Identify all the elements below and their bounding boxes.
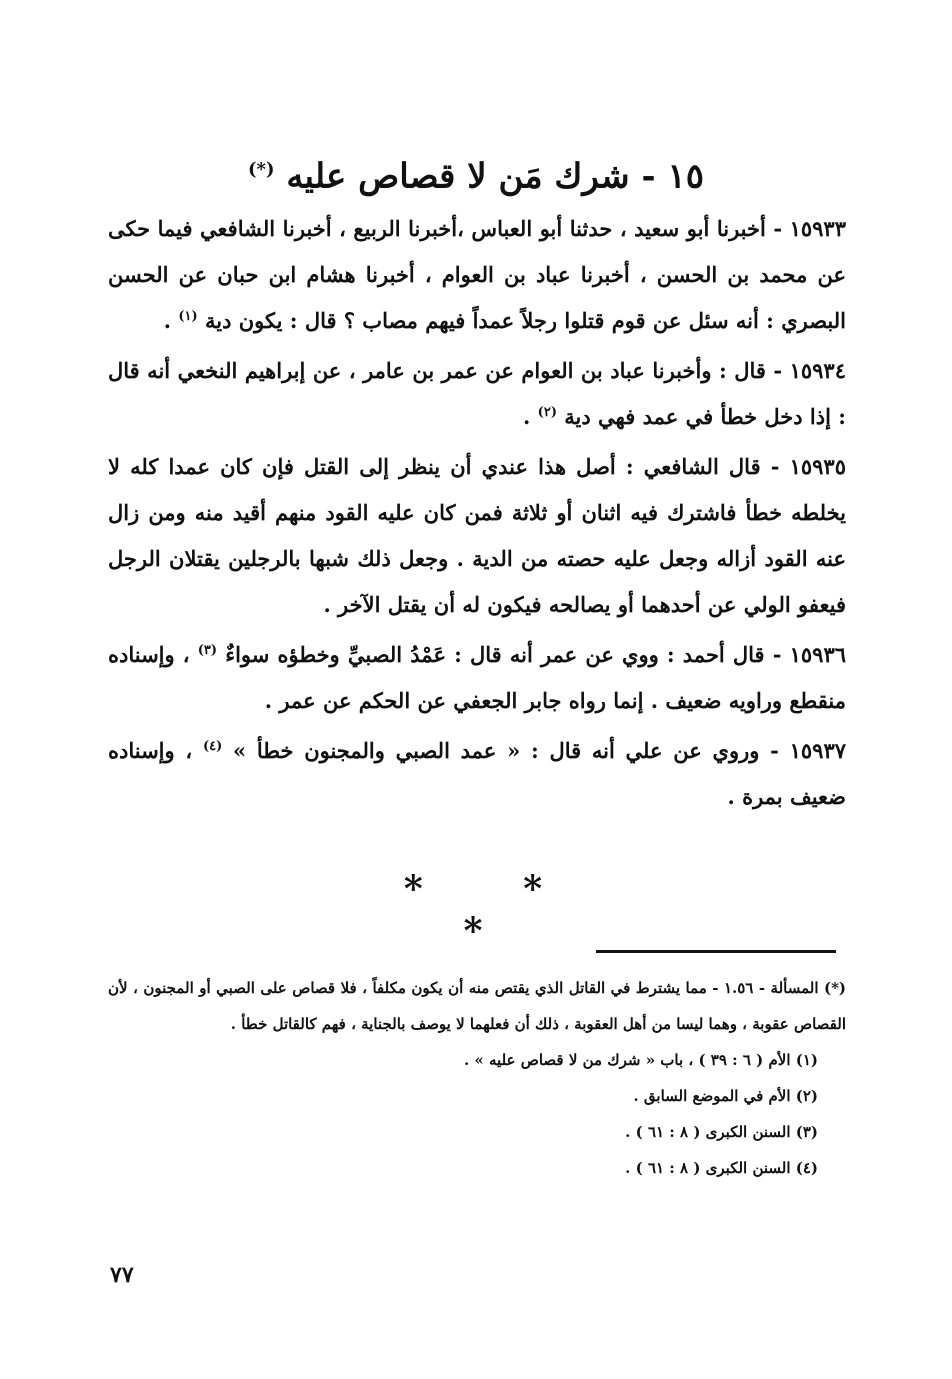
footnote-main: (*) المسألة - ١.٥٦ - مما يشترط في القاتل الذي يقتص منه أن يكون مكلفاً ، فلا قصاص على الصبي أو المجنون ، لأن القصاص عقوبة ، وهما ليسا من أهل العقوبة ، ذلك أن فعلهما لا يوصف بالجناية ، فهم كالقاتل خطأ . [108,979,847,1033]
paragraph-15933 [108,206,846,344]
chapter-title-marker: (*) [248,159,275,180]
paragraph-text: ١٥٩٣٥ - قال الشافعي : أصل هذا عندي أن ينظر إلى القتل فإن كان عمدا كله لا يخلطه خطأ فاشترك فيه اثنان أو ثلاثة فمن كان عليه القود منهم أقيد منه ومن زال عنه القود أزاله وجعل عليه حصته من الدية . وجعل ذلك شبها بالرجلين يقتلان الرجل فيعفو الولي عن أحدهما أو يصالحه فيكون له أن يقتل الآخر . [108,454,846,617]
paragraph-15934 [108,348,846,440]
footnote-3: (٣) السنن الكبرى ( ٨ : ٦١ ) . [625,1123,818,1141]
section-separator: * * * [403,868,587,952]
footnote-reference: (٤) [202,739,223,754]
paragraph-text: ١٥٩٣٣ - أخبرنا أبو سعيد ، حدثنا أبو العباس ،أخبرنا الربيع ، أخبرنا الشافعي فيما حكى عن محمد بن الحسن ، أخبرنا عباد بن العوام ، أخبرنا هشام ابن حبان عن الحسن البصري : أنه سئل عن قوم قتلوا رجلاً عمداً فيهم مصاب ؟ قال : يكون دية [108,216,846,333]
footnotes [108,970,846,1186]
paragraph-text: ١٥٩٣٤ - قال : وأخبرنا عباد بن العوام عن عمر بن عامر ، عن إبراهيم النخعي أنه قال : إذا دخل خطأ في عمد فهي دية [108,358,846,429]
paragraph-text: ١٥٩٣٧ - وروي عن علي أنه قال : « عمد الصبي والمجنون خطأ » [232,738,847,763]
footnote-reference: (٢) [537,405,557,420]
chapter-title [110,140,842,206]
paragraph-15935 [108,444,846,628]
footnote-2: (٢) الأم في الموضع السابق . [633,1087,818,1105]
paragraph-tail: . [163,308,172,333]
paragraph-tail: ، وإسناده منقطع وراويه ضعيف . إنما رواه جابر الجعفي عن الحكم عن عمر . [108,642,846,713]
footnote-reference: (١) [178,309,198,324]
page-number: ٧٧ [110,1262,134,1288]
paragraph-tail: . [523,404,531,429]
paragraph-text: ١٥٩٣٦ - قال أحمد : ووي عن عمر أنه قال : عَمْدُ الصبيِّ وخطؤه سواءٌ [225,642,847,667]
main-text [108,206,846,824]
footnote-divider [596,950,836,953]
paragraph-tail: ، وإسناده ضعيف بمرة . [108,738,846,809]
footnote-1: (١) الأم ( ٦ : ٣٩ ) ، باب « شرك من لا قصاص عليه » . [463,1051,818,1069]
paragraph-15936 [108,632,846,724]
footnote-reference: (٣) [197,643,218,658]
chapter-title-text: ١٥ - شرك مَن لا قصاص عليه [286,156,704,197]
paragraph-15937 [108,728,846,820]
footnote-4: (٤) السنن الكبرى ( ٨ : ٦١ ) . [625,1159,818,1177]
